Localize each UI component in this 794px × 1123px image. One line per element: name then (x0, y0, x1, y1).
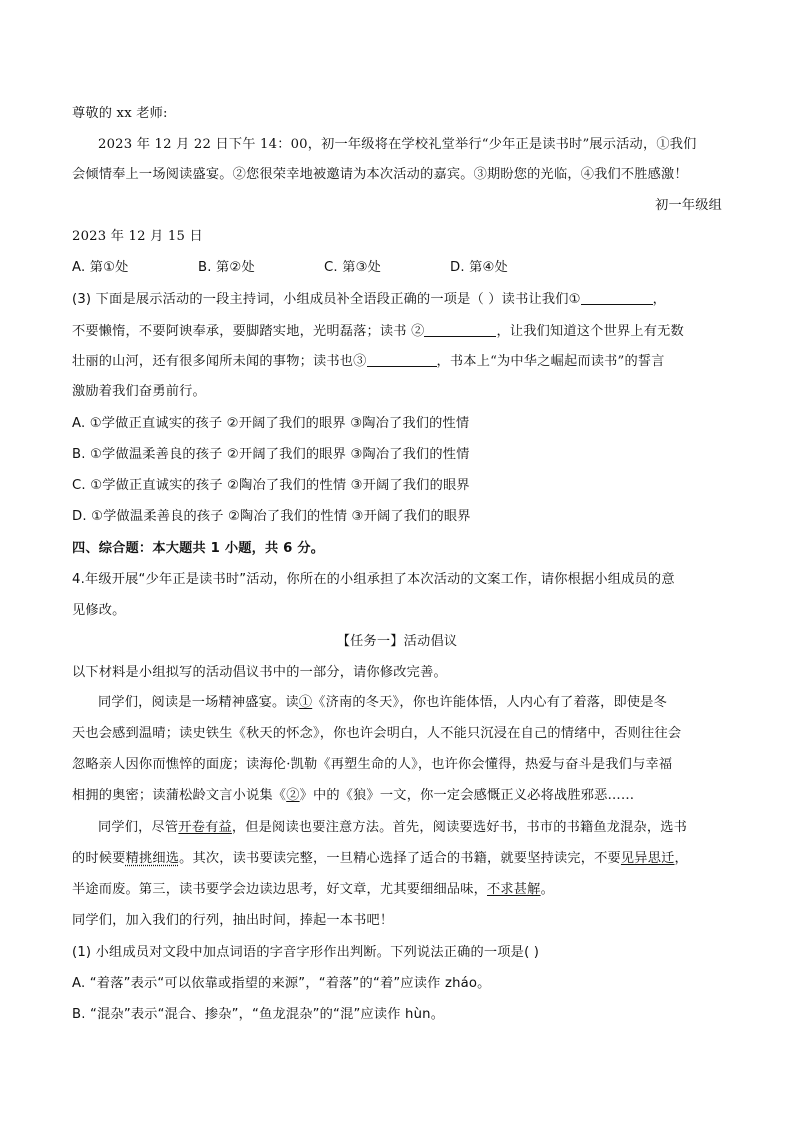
q2-option-d[interactable]: D. 第④处 (450, 260, 508, 275)
letter-signature: 初一年级组 (655, 198, 722, 213)
passage-text: ，但是阅读也要注意方法。首先，阅读要选好书，书市的书籍鱼龙混杂，选书 (231, 820, 688, 835)
letter-line: 2023 年 12 月 22 日下午 14：00，初一年级将在学校礼堂举行“少年正是读书时”展示活动，①我们 (98, 137, 697, 152)
passage-text: 相拥的奥密；读蒲松龄文言小说集《 (72, 788, 287, 803)
passage-line (72, 881, 554, 899)
underlined-word: 不求甚解 (487, 882, 541, 897)
q3-stem-line: 激励着我们奋勇前行。 (72, 384, 206, 399)
q4-stem-line: 4.年级开展“少年正是读书时”活动，你所在的小组承担了本次活动的文案工作，请你根据小组成员的意 (72, 572, 675, 587)
passage-text: 同学们，阅读是一场精神盛宴。读 (98, 695, 299, 710)
letter-salutation: 尊敬的 xx 老师: (72, 106, 168, 121)
passage-text: 《济南的冬天》，你也许能体悟，人内心有了着落，即使是冬 (312, 695, 668, 710)
task-intro: 以下材料是小组拟写的活动倡议书中的一部分，请你修改完善。 (72, 665, 447, 680)
q2-option-a[interactable]: A. 第①处 (72, 260, 129, 275)
letter-line: 会倾情奉上一场阅读盛宴。②您很荣幸地被邀请为本次活动的嘉宾。③期盼您的光临，④我们不胜感激！ (72, 167, 688, 182)
q2-option-c[interactable]: C. 第③处 (324, 260, 381, 275)
q3-option-d[interactable]: D. ①学做温柔善良的孩子 ②陶冶了我们的性情 ③开阔了我们的眼界 (72, 509, 471, 524)
passage-line (72, 787, 634, 805)
passage-closing: 同学们，加入我们的行列，抽出时间，捧起一本书吧！ (72, 913, 394, 928)
q3-option-b[interactable]: B. ①学做温柔善良的孩子 ②开阔了我们的眼界 ③陶冶了我们的性情 (72, 447, 470, 462)
passage-blank-marker: ② (286, 788, 300, 803)
q4-stem-line: 见修改。 (72, 603, 126, 618)
q3-stem-text: 不要懒惰，不要阿谀奉承，要脚踏实地，光明磊落；读书 ② (72, 324, 425, 339)
answer-blank-2[interactable] (424, 322, 496, 337)
passage-line: 忽略亲人因你而憔悴的面庞；读海伦·凯勒《再塑生命的人》，也许你会懂得，热爱与奋斗是我们与幸福 (72, 757, 673, 772)
subquestion-option-a[interactable]: A. “着落”表示“可以依靠或指望的来源”，“着落”的“着”应读作 zháo。 (72, 976, 491, 991)
passage-text: 》中的《狼》一文，你一定会感慨正义必将战胜邪恶…… (299, 788, 635, 803)
passage-line: 天也会感到温晴；读史铁生《秋天的怀念》，你也许会明白，人不能只沉浸在自己的情绪中，否则往往会 (72, 726, 682, 741)
q3-option-c[interactable]: C. ①学做正直诚实的孩子 ②陶冶了我们的性情 ③开阔了我们的眼界 (72, 478, 470, 493)
passage-text: ， (674, 851, 688, 866)
dotted-word: 精挑细选 (125, 851, 180, 866)
passage-text: 。 (540, 882, 554, 897)
q3-stem-line (72, 352, 665, 371)
q2-options-row (72, 259, 508, 277)
passage-text: 。其次，读书要读完整，一旦精心选择了适合的书籍，就要坚持读完，不要 (179, 851, 621, 866)
answer-blank-3[interactable] (367, 352, 437, 367)
passage-blank-marker: ① (298, 695, 313, 710)
q3-stem-text: 壮丽的山河，还有很多闻所未闻的事物；读书也③ (72, 354, 367, 369)
q3-stem-line (72, 322, 684, 341)
passage-line (98, 819, 687, 837)
q3-stem-text: ，让我们知道这个世界上有无数 (496, 324, 684, 339)
passage-line (72, 850, 688, 868)
passage-line (98, 694, 667, 712)
passage-text: 半途而废。第三，读书要学会边读边思考，好文章，尤其要细细品味， (72, 882, 488, 897)
underlined-word: 见异思迁 (620, 851, 675, 866)
q3-stem-text: (3) 下面是展示活动的一段主持词，小组成员补全语段正确的一项是（ ）读书让我们① (72, 292, 581, 307)
passage-text: 同学们，尽管 (98, 820, 179, 835)
underlined-word: 开卷有益 (178, 820, 232, 835)
task-title: 【任务一】活动倡议 (336, 634, 458, 649)
answer-blank-1[interactable] (581, 290, 653, 305)
passage-text: 的时候要 (72, 851, 126, 866)
q3-stem-text: ，书本上“为中华之崛起而读书”的誓言 (436, 354, 665, 369)
subquestion-stem: (1) 小组成员对文段中加点词语的字音字形作出判断。下列说法正确的一项是( ) (72, 945, 540, 960)
section-heading: 四、综合题：本大题共 1 小题，共 6 分。 (72, 541, 325, 556)
q3-stem-text: ， (652, 292, 667, 307)
q3-stem-line (72, 290, 666, 309)
q2-option-b[interactable]: B. 第②处 (198, 260, 255, 275)
letter-date: 2023 年 12 月 15 日 (72, 229, 203, 244)
q3-option-a[interactable]: A. ①学做正直诚实的孩子 ②开阔了我们的眼界 ③陶冶了我们的性情 (72, 416, 470, 431)
subquestion-option-b[interactable]: B. “混杂”表示“混合、掺杂”，“鱼龙混杂”的“混”应读作 hùn。 (72, 1007, 445, 1022)
